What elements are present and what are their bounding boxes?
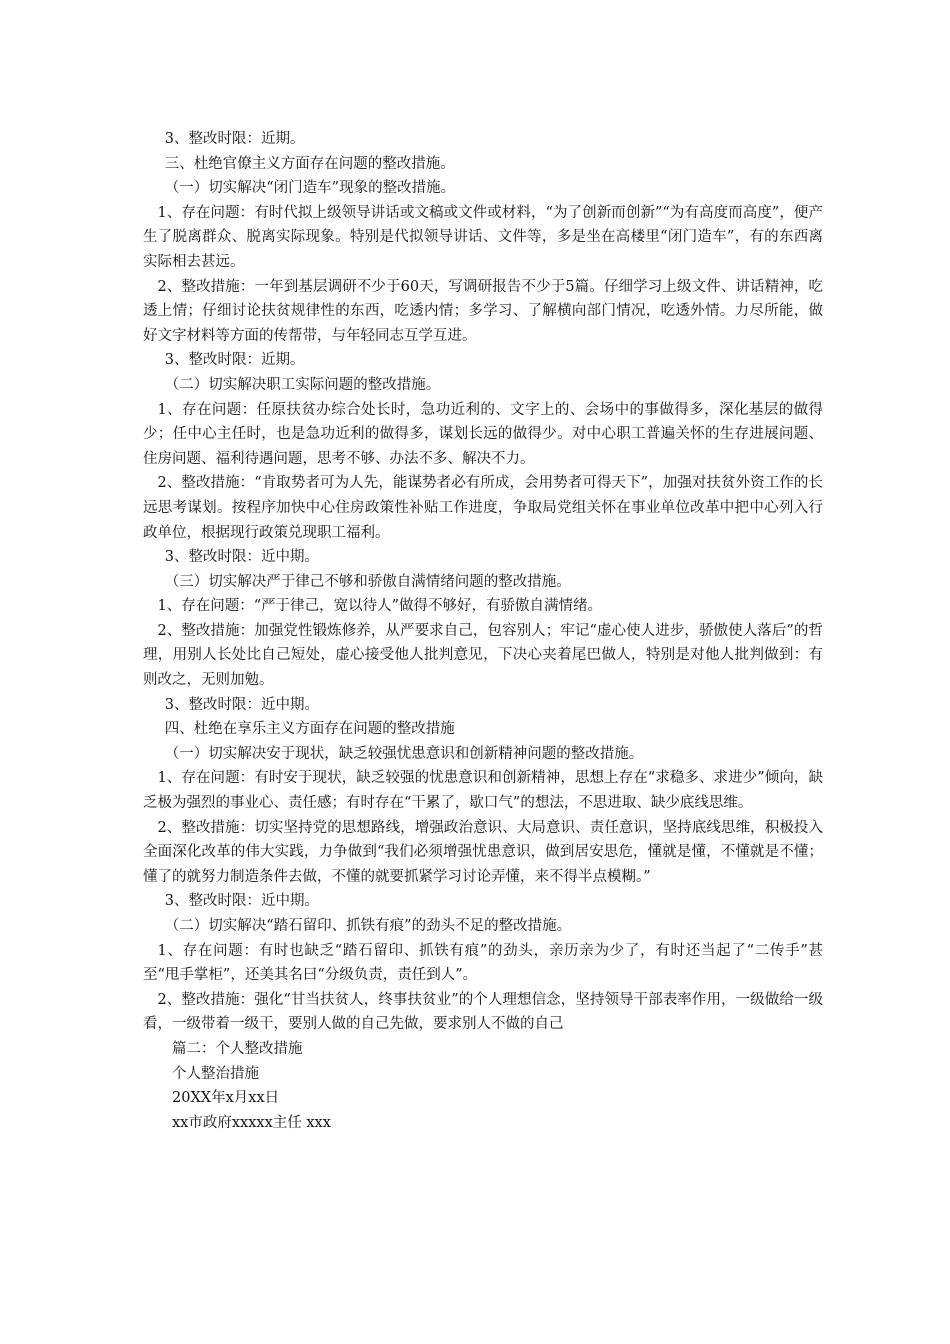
subsection-heading-3-3: （三）切实解决严于律己不够和骄傲自满情绪问题的整改措施。 xyxy=(164,573,571,590)
subsection-heading-4-1: （一）切实解决安于现状，缺乏较强忧患意识和创新精神问题的整改措施。 xyxy=(164,745,644,762)
document-body xyxy=(143,127,823,1135)
subsection-heading-3-1: （一）切实解决“闭门造车”现象的整改措施。 xyxy=(164,180,456,197)
measure-paragraph-3-1: 2、整改措施：一年到基层调研不少于60天，写调研报告不少于5篇。仔细学习上级文件、讲话精神，吃透上情；仔细讨论扶贫规律性的东西，吃透内情；多学习、了解横向部门情况，吃透外情。力尽所能，做好文字材料等方面的传帮带，与年轻同志互学互进。 xyxy=(143,278,823,344)
time-limit-3-1: 3、整改时限：近期。 xyxy=(164,352,305,369)
subsection-heading-4-2: （二）切实解决“踏石留印、抓铁有痕”的劲头不足的整改措施。 xyxy=(164,918,572,934)
measure-paragraph-4-1: 2、整改措施：切实坚持党的思想路线，增强政治意识、大局意识、责任意识，坚持底线思维，积极投入全面深化改革的伟大实践，力争做到“我们必须增强忧患意识，做到居安思危，懂就是懂，不懂就是不懂；懂了的就努力制造条件去做，不懂的就要抓紧学习讨论弄懂，来不得半点模糊。” xyxy=(143,819,823,885)
section-three-heading: 三、杜绝官僚主义方面存在问题的整改措施。 xyxy=(164,155,455,172)
document-title: 个人整治措施 xyxy=(172,1065,259,1082)
document-date: 20XX年x月xx日 xyxy=(172,1090,280,1107)
document-author: xx市政府xxxxx主任 xxx xyxy=(172,1114,331,1131)
problem-paragraph-4-1: 1、存在问题：有时安于现状，缺乏较强的忧患意识和创新精神，思想上存在“求稳多、求进少”倾向，缺乏极为强烈的事业心、责任感；有时存在“干累了，歇口气”的想法，不思进取、缺少底线思维。 xyxy=(143,770,823,812)
problem-paragraph-4-2: 1、存在问题：有时也缺乏“踏石留印、抓铁有痕”的劲头，亲历亲为少了，有时还当起了“二传手”甚至“甩手掌柜”，还美其名曰“分级负责，责任到人”。 xyxy=(143,942,823,984)
time-limit-4-1: 3、整改时限：近中期。 xyxy=(164,893,319,910)
measure-paragraph-3-3: 2、整改措施：加强党性锻炼修养，从严要求自己，包容别人；牢记“虚心使人进步，骄傲使人落后”的哲理，用别人长处比自己短处，虚心接受他人批判意见，下决心夹着尾巴做人，特别是对他人批判做到：有则改之，无则加勉。 xyxy=(143,622,823,689)
measure-paragraph-3-2: 2、整改措施：“肯取势者可为人先，能谋势者必有所成，会用势者可得天下”，加强对扶贫外资工作的长远思考谋划。按程序加快中心住房政策性补贴工作进度，争取局党组关怀在事业单位改革中把中心列入行政单位，根据现行政策兑现职工福利。 xyxy=(143,475,823,541)
measure-paragraph-4-2: 2、整改措施：强化“甘当扶贫人，终事扶贫业”的个人理想信念，坚持领导干部表率作用，一级做给一级看，一级带着一级干，要别人做的自己先做，要求别人不做的自己 xyxy=(143,991,823,1033)
problem-paragraph-3-3: 1、存在问题：“严于律己，宽以待人”做得不够好，有骄傲自满情绪。 xyxy=(157,598,603,615)
problem-paragraph-3-1: 1、存在问题：有时代拟上级领导讲话或文稿或文件或材料，“为了创新而创新”“为有高度而高度”，便产生了脱离群众、脱离实际现象。特别是代拟领导讲话、文件等，多是坐在高楼里“闭门造车”，有的东西离实际相去甚远。 xyxy=(143,204,823,270)
problem-paragraph-3-2: 1、存在问题：任原扶贫办综合处长时，急功近利的、文字上的、会场中的事做得多，深化基层的做得少；任中心主任时，也是急功近利的做得多，谋划长远的做得少。对中心职工普遍关怀的生存进展问题、住房问题、福利待遇问题，思考不够、办法不多、解决不力。 xyxy=(143,401,823,467)
time-limit-3-2: 3、整改时限：近中期。 xyxy=(164,549,319,566)
time-limit-3-3: 3、整改时限：近中期。 xyxy=(164,696,319,713)
article-two-title: 篇二：个人整改措施 xyxy=(172,1040,303,1057)
section-four-heading: 四、杜绝在享乐主义方面存在问题的整改措施 xyxy=(164,721,455,738)
time-limit-1: 3、整改时限：近期。 xyxy=(164,131,305,147)
subsection-heading-3-2: （二）切实解决职工实际问题的整改措施。 xyxy=(164,376,441,393)
